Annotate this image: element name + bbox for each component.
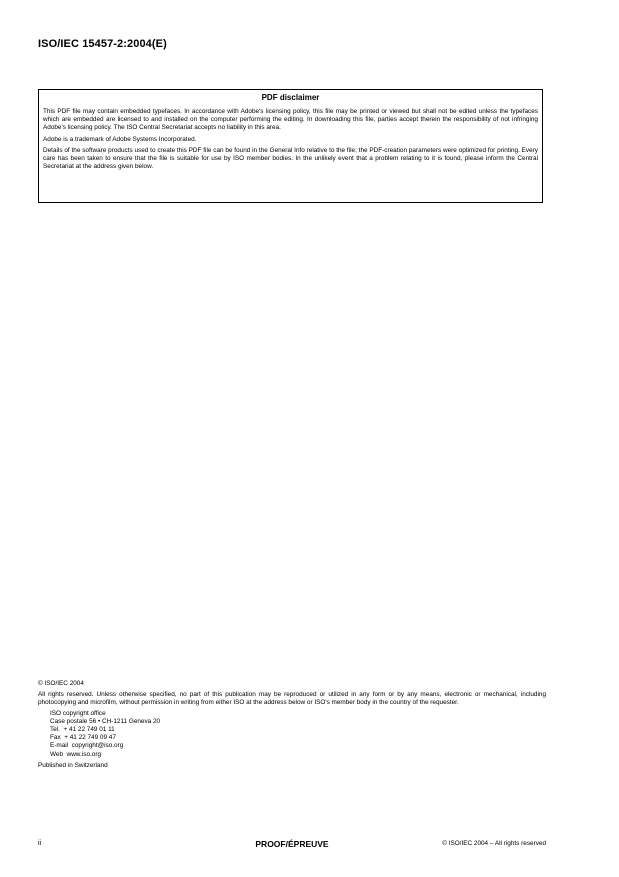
published-in-label: Published in Switzerland [38, 761, 108, 769]
rights-reserved-paragraph: All rights reserved. Unless otherwise specified, no part of this publication may be reproduced or utilized in any form or by any means, electronic or mechanical, including photocopying and microfilm, without permission in writing from either ISO at the address below or ISO's member body in the country of the requester. [38, 691, 546, 707]
pdf-disclaimer-box [38, 89, 543, 203]
address-office: ISO copyright office [50, 709, 106, 717]
address-fax: Fax + 41 22 749 09 47 [50, 734, 116, 742]
disclaimer-paragraph-adobe-trademark: Adobe is a trademark of Adobe Systems Incorporated. [43, 135, 197, 143]
page-number: ii [38, 840, 42, 847]
address-postal: Case postale 56 • CH-1211 Geneva 20 [50, 717, 161, 725]
copyright-section [38, 680, 546, 770]
address-email: E-mail copyright@iso.org [50, 742, 124, 750]
disclaimer-paragraph-software-details: Details of the software products used to create this PDF file can be found in the General Info relative to the file; the PDF-creation parameters were optimized for printing. Every care has been taken to ensure that the file is suitable for use by ISO member bodies. In the unlikely event that a problem relating to it is found, please inform the Central Secretariat at the address given below. [43, 146, 538, 171]
footer-copyright: © ISO/IEC 2004 – All rights reserved [442, 840, 546, 847]
copyright-notice: © ISO/IEC 2004 [38, 680, 84, 687]
disclaimer-heading: PDF disclaimer [261, 93, 320, 102]
iso-address-block [50, 710, 546, 759]
address-web: Web www.iso.org [50, 750, 102, 758]
page-footer [38, 839, 546, 851]
address-telephone: Tel. + 41 22 749 01 11 [50, 726, 115, 734]
proof-label: PROOF/ÉPREUVE [255, 839, 329, 849]
document-title: ISO/IEC 15457-2:2004(E) [38, 38, 167, 50]
disclaimer-paragraph-embedded-typefaces: This PDF file may contain embedded typefaces. In accordance with Adobe's licensing policy, this file may be printed or viewed but shall not be edited unless the typefaces which are embedded are licensed to and installed on the computer performing the editing. In downloading this file, parties accept therein the responsibility of not infringing Adobe's licensing policy. The ISO Central Secretariat accepts no liability in this area. [43, 108, 538, 132]
